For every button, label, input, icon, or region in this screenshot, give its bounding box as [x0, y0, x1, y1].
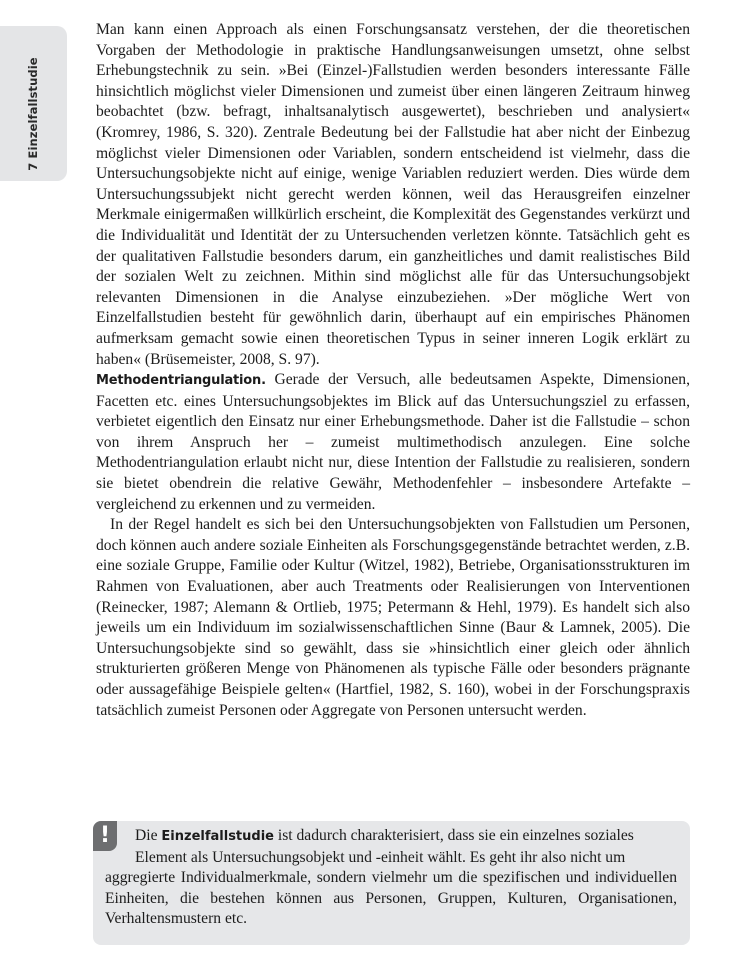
body-text — [96, 20, 690, 721]
paragraph-methodentriangulation — [96, 370, 690, 515]
run-in-heading: Methodentriangulation. — [96, 373, 266, 389]
callout-rest: aggregierte Individualmerkmale, sondern vielmehr um die spezifischen und individuellen Einheiten, die bestehen können aus Personen, Gruppen, Kulturen, Organisationen, Verhaltensmustern etc. — [105, 869, 677, 928]
callout-line1-rest: ist dadurch charakterisiert, dass sie ein einzelnes soziales — [273, 827, 634, 844]
callout-term: Einzelfallstudie — [161, 829, 274, 844]
callout-lead: Die — [135, 827, 162, 844]
paragraph-approach: Man kann einen Approach als einen Forschungsansatz verstehen, der die theoretischen Vorgaben der Methodologie in praktische Handlungsanweisungen umsetzt, ohne selbst Erhebungstechnik zu sein. »Bei (Einzel-)Fallstudien werden besonders interessante Fälle hinsichtlich möglichst vieler Dimensionen und zumeist über einen längeren Zeitraum hinweg beobachtet (bzw. befragt, inhaltsanalytisch ausgewertet), beschrieben und analysiert« (Kromrey, 1986, S. 320). Zentrale Bedeutung bei der Fallstudie hat aber nicht der Einbezug möglichst vieler Dimensionen oder Variablen, sondern entscheidend ist vielmehr, dass die Untersuchungsobjekte nicht auf einige, wenige Variablen reduziert werden. Dies würde dem Untersuchungssubjekt nicht gerecht werden können, weil das Herausgreifen einzelner Merkmale einigermaßen willkürlich erscheint, die Komplexität des Gegenstandes verkürzt und die Individualität und Identität der zu Untersuchenden verletzen könnte. Tatsächlich geht es der qualitativen Fallstudie besonders darum, ein ganzheitliches und damit realistisches Bild der sozialen Welt zu zeichnen. Mithin sind möglichst alle für das Untersuchungsobjekt relevanten Dimensionen in die Analyse einzubeziehen. »Der mögliche Wert von Einzelfallstudien besteht für gewöhnlich darin, überhaupt auf ein empirisches Phänomen aufmerksam gemacht sowie einen theoretischen Typus in seiner inneren Logik erklärt zu haben« (Brüsemeister, 2008, S. 97). — [96, 21, 690, 368]
callout-line-2: Element als Untersuchungsobjekt und -einheit wählt. Es geht ihr also nicht um — [135, 848, 626, 866]
chapter-side-tab — [0, 26, 67, 181]
exclamation-icon: ! — [93, 821, 117, 851]
callout-text — [105, 826, 677, 930]
definition-callout — [93, 821, 690, 945]
paragraph-untersuchungsobjekte: In der Regel handelt es sich bei den Untersuchungsobjekten von Fallstudien um Personen, doch können auch andere soziale Einheiten als Forschungsgegenstände betrachtet werden, z.B. eine soziale Gruppe, Familie oder Kultur (Witzel, 1982), Betriebe, Organisationsstrukturen im Rahmen von Evaluationen, aber auch Treatments oder Realisierungen von Interventionen (Reinecker, 1987; Alemann & Ortlieb, 1975; Petermann & Hehl, 1979). Es handelt sich also jeweils um ein Individuum im sozialwissenschaftlichen Sinne (Baur & Lamnek, 2005). Die Untersuchungsobjekte sind so gewählt, dass sie »hinsichtlich einer gleich oder ähnlich strukturierten größeren Menge von Phänomenen als typische Fälle oder besonders prägnante oder aussagefähige Beispiele gelten« (Hartfiel, 1982, S. 160), wobei in der Forschungspraxis tatsächlich zumeist Personen oder Aggregate von Personen untersucht werden. — [96, 516, 690, 719]
paragraph-text: Gerade der Versuch, alle bedeutsamen Aspekte, Dimensionen, Facetten etc. eines Untersuchungsobjektes im Blick auf das Untersuchungsziel zu erfassen, verbietet eigentlich den Einsatz nur einer Erhebungsmethode. Daher ist die Fallstudie – schon von ihrem Anspruch her – zumeist multimethodisch anzulegen. Eine solche Methodentriangulation erlaubt nicht nur, diese Intention der Fallstudie zu realisieren, sondern sie bietet obendrein die relative Gewähr, Methodenfehler – insbesondere Artefakte – vergleichend zu erkennen und zu vermeiden. — [96, 371, 690, 513]
callout-line-1 — [105, 826, 677, 848]
chapter-label: 7 Einzelfallstudie — [26, 57, 40, 171]
